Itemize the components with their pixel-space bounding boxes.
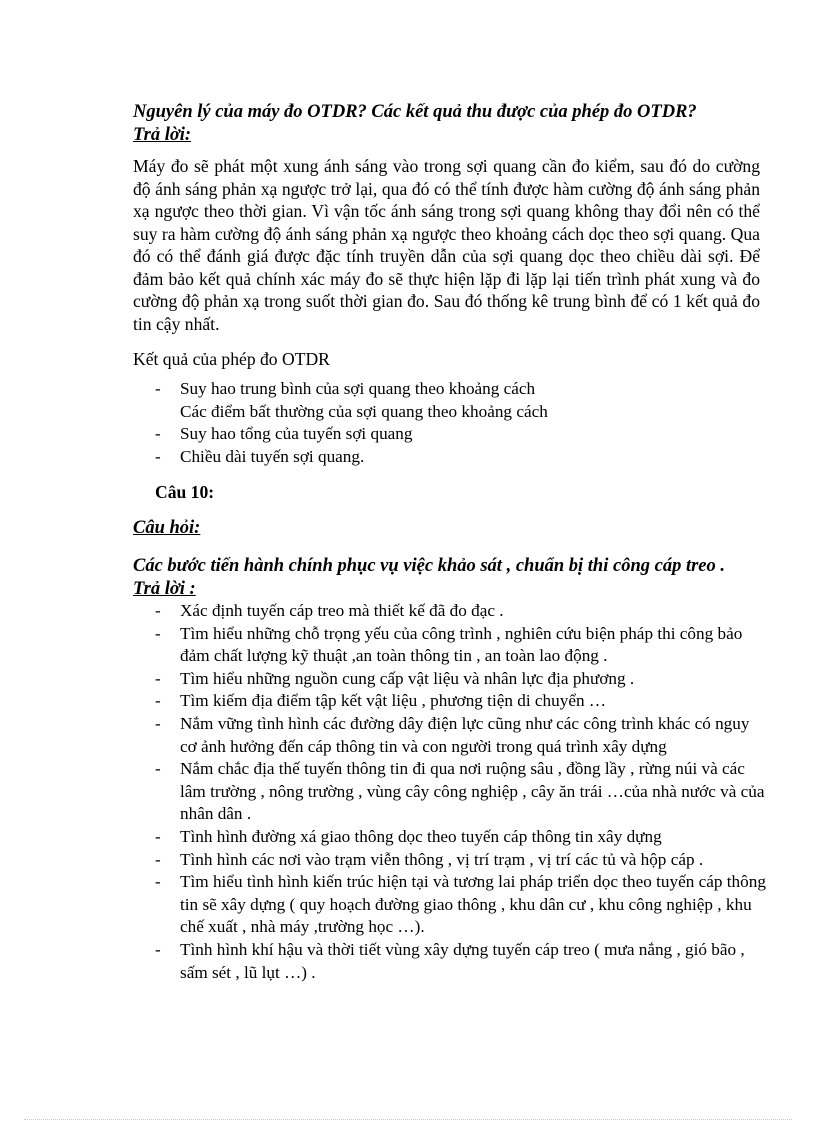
section2-question: Các bước tiến hành chính phục vụ việc khảo sát , chuẩn bị thi công cáp treo . — [133, 556, 725, 576]
section1-question: Nguyên lý của máy đo OTDR? Các kết quả thu được của phép đo OTDR? — [133, 102, 697, 122]
results-list — [155, 378, 770, 468]
list-item-text: Tình hình các nơi vào trạm viễn thông , vị trí trạm , vị trí các tủ và hộp cáp . — [180, 849, 704, 869]
list-item-text: Tình hình đường xá giao thông dọc theo tuyến cáp thông tin xây dựng — [180, 826, 662, 846]
bullet-dash: - — [155, 623, 161, 643]
list-item — [155, 690, 770, 713]
list-item — [155, 668, 770, 691]
section2-question-label: Câu hỏi: — [133, 518, 201, 538]
section2-answer-label: Trả lời : — [133, 579, 196, 599]
bullet-dash: - — [155, 424, 161, 444]
bullet-dash: - — [155, 379, 161, 398]
list-item — [155, 600, 770, 623]
page-bottom-divider — [24, 1119, 792, 1120]
list-item-text: Tìm hiểu tình hình kiến trúc hiện tại và tương lai pháp triển dọc theo tuyến cáp thông tin sẽ xây dựng ( quy hoạch đường giao thông , khu dân cư , khu công nghiệp , khu chế xuất , nhà máy ,trường học …). — [180, 872, 766, 937]
list-item — [155, 826, 770, 849]
bullet-dash: - — [155, 826, 161, 846]
list-item — [155, 939, 770, 984]
list-item-text: Tìm hiểu những chỗ trọng yếu của công trình , nghiên cứu biện pháp thi công bảo đảm chất lượng kỹ thuật ,an toàn thông tin , an toàn lao động . — [180, 623, 743, 666]
bullet-dash: - — [155, 759, 161, 779]
list-item — [155, 623, 770, 668]
list-item-text: Các điểm bất thường của sợi quang theo khoảng cách — [180, 401, 548, 421]
list-item — [155, 871, 770, 939]
bullet-dash: - — [155, 939, 161, 959]
list-item-text: Chiều dài tuyến sợi quang. — [180, 446, 365, 466]
bullet-dash: - — [155, 872, 161, 892]
list-item — [155, 713, 770, 758]
list-item-text: Nắm chắc địa thế tuyến thông tin đi qua nơi ruộng sâu , đồng lầy , rừng núi và các lâm trường , nông trường , vùng cây công nghiệp , cây ăn trái …của nhà nước và của nhân dân . — [180, 759, 765, 824]
list-item-text: Nắm vững tình hình các đường dây điện lực cũng như các công trình khác có nguy cơ ảnh hưởng đến cáp thông tin và con người trong quá trình xây dựng — [180, 713, 750, 756]
bullet-dash: - — [155, 668, 161, 688]
section1-answer-label: Trả lời: — [133, 125, 192, 145]
list-item — [155, 849, 770, 872]
bullet-dash: - — [155, 691, 161, 711]
section1-paragraph: Máy đo sẽ phát một xung ánh sáng vào trong sợi quang cần đo kiểm, sau đó do cường độ ánh sáng phản xạ ngược trở lại, qua đó có thể tính được hàm cường độ ánh sáng phản xạ ngược theo thời gian. Vì vận tốc ánh sáng trong sợi quang không thay đổi nên có thể suy ra hàm cường độ ánh sáng phản xạ ngược theo khoảng cách dọc theo sợi quang. Qua đó có thể đánh giá được đặc tính truyền dẫn của sợi quang dọc theo chiều dài sợi. Để đảm bảo kết quả chính xác máy đo sẽ thực hiện lặp đi lặp lại tiến trình phát xung và đo cường độ phản xạ trong suốt thời gian đo. Sau đó thống kê trung bình để có 1 kết quả đo tin cậy nhất. — [133, 156, 760, 334]
steps-list — [155, 600, 770, 984]
list-item-text: Suy hao trung bình của sợi quang theo khoảng cách — [180, 379, 536, 398]
bullet-dash: - — [155, 601, 161, 620]
bullet-dash: - — [155, 849, 161, 869]
bullet-dash: - — [155, 446, 161, 466]
list-item — [155, 423, 770, 446]
list-item-text: Tìm kiếm địa điểm tập kết vật liệu , phương tiện di chuyển … — [180, 691, 607, 711]
list-item-text: Tình hình khí hậu và thời tiết vùng xây dựng tuyến cáp treo ( mưa nắng , gió bão , sấm sét , lũ lụt …) . — [180, 939, 745, 982]
list-item-text: Suy hao tổng của tuyến sợi quang — [180, 424, 413, 444]
question-number: Câu 10: — [155, 482, 215, 502]
list-item — [155, 446, 770, 469]
list-item-text: Tìm hiểu những nguồn cung cấp vật liệu và nhân lực địa phương . — [180, 668, 635, 688]
list-item — [155, 378, 770, 401]
list-item — [155, 401, 770, 424]
list-item — [155, 758, 770, 826]
bullet-dash: - — [155, 713, 161, 733]
list-item-text: Xác định tuyến cáp treo mà thiết kế đã đo đạc . — [180, 601, 504, 620]
results-title: Kết quả của phép đo OTDR — [133, 349, 330, 369]
